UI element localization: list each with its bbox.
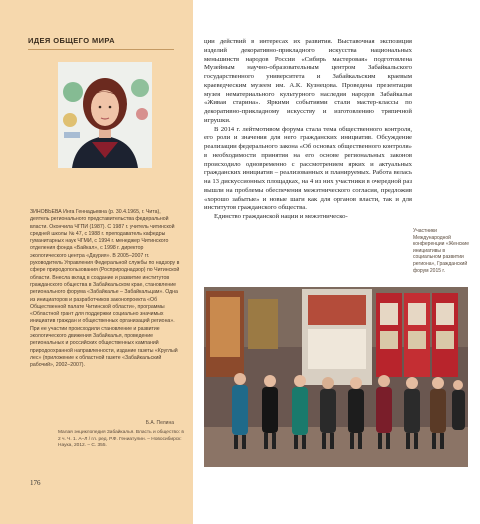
section-title: ИДЕЯ ОБЩЕГО МИРА <box>28 36 115 45</box>
group-photo <box>204 287 468 467</box>
photo-credit: Б.А. Пелина <box>145 420 174 426</box>
portrait-photo <box>58 62 152 168</box>
paragraph-continued: ции действий в интересах их развития. Выставочная экспозиция изделий декоративно-прикладного искусства национальных меньшинств народов России «Сибирь мастеровая» подготовлена Музейным научно-образовательным центром Забайкальского государственного университета и Забайкальским краевым краеведческим музеем им. А.К. Кузнецова. Проведена презентация музея нематериального культурного наследия народов Забайкалья «Живая старина». Яркими событиями стали мастер-классы по декоративно-прикладному искусству и изготовлению тряпичной игрушки. <box>204 38 412 124</box>
page-number: 176 <box>30 479 41 487</box>
paragraph-forum-2014: В 2014 г. лейтмотивом форума стала тема общественного контроля, его роли и значения для него гражданских инициатив. Обсуждение реализации федерального закона «Об основах общественного контроля» в необходимости принятия на его основе региональных законов происходило одновременно с рассмотрением ярких и актуальных гражданских инициатив – реализованных и планируемых. Работа велась на 13 дискуссионных площадках, на 4 из них участники в очередной раз вышли на проблемы обеспечения межэтнического согласия, предложив «хорошо забытые» и новые шаги как для органов власти, так и для институтов гражданского общества. <box>204 125 412 212</box>
sidebar-panel <box>0 0 193 524</box>
photo-caption: Участники Международной конференции «Женские инициативы в социальном развитии региона», Гражданский форум 2015 г. <box>413 228 469 274</box>
title-divider <box>28 49 174 50</box>
biography-text: ЗИНОВЬЕВА Инга Геннадьевна (р. 30.4.1965, г. Чита), деятель регионального представительства федеральной власти. Окончила ЧГПИ (1987). С 1987 г. учитель читинской средней школы № 47, с 1988 г. преподаватель кафедры гуманитарных наук ЧГМИ, с 1994 г. менеджер Читинского отделения фонда «Байкал», с 1998 г. директор экологического центра «Даурия». В 2005–2007 гг. руководитель Управления Федеральной службы по надзору в сфере природопользования (Росприроднадзор) по Читинской области. Внесла вклад в создание и развитие институтов гражданского общества в Забайкальском крае, становление регионального форума «Забайкалье – Забайкальцам». Одна из инициаторов и разработчиков законопроекта «Об Общественной палате Читинской области», программы «Областной грант для поддержки социально значимых инициатив граждан и общественных организаций региона». При ее участии происходили становление и развитие экологического движения Забайкалья, проведение региональных и российских общественных кампаний природоохранной направленности, издание газеты «Круглый лес» (приложение к областной газете «Забайкальский рабочий», 2002–2007). <box>30 209 180 369</box>
paragraph-unity: Единство гражданской нации и межэтническо- <box>214 213 348 220</box>
source-footnote: Малая энциклопедия Забайкалья. Власть и общество: в 2 ч. Ч. 1. А–Л / гл. ред. Р.Ф. Гениатулин. – Новосибирск: Наука, 2012. – С. 355. <box>58 430 184 448</box>
main-text-column <box>204 38 412 222</box>
